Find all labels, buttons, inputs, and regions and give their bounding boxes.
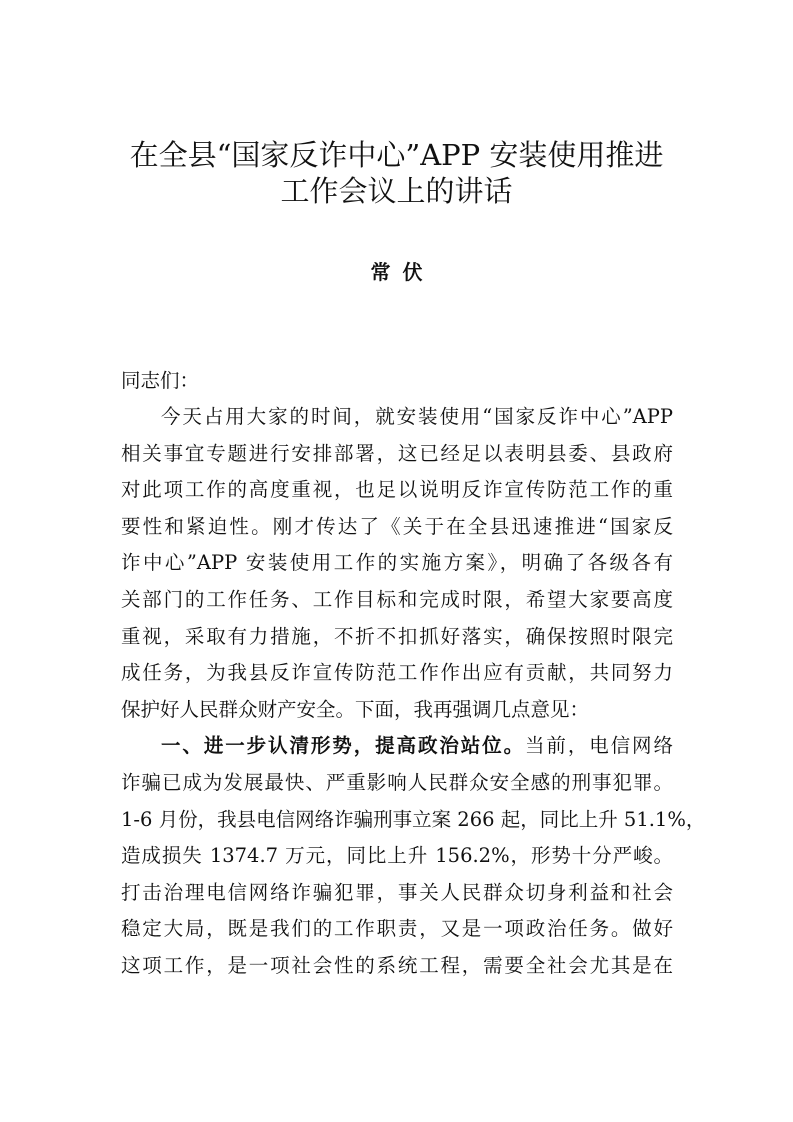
text-line: 打击治理电信网络诈骗犯罪，事关人民群众切身利益和社会 (121, 880, 673, 904)
text-line: 重视，采取有力措施，不折不扣抓好落实，确保按照时限完 (121, 624, 673, 648)
text-line: 诈骗已成为发展最快、严重影响人民群众安全感的刑事犯罪。 (121, 771, 673, 794)
text-line: 今天占用大家的时间，就安装使用“国家反诈中心”APP (161, 405, 673, 428)
text-line: 成任务，为我县反诈宣传防范工作作出应有贡献，共同努力 (121, 661, 673, 685)
text-line: 对此项工作的高度重视，也足以说明反诈宣传防范工作的重 (121, 478, 673, 502)
author-name: 常伏 (370, 260, 435, 284)
text-line: 相关事宜专题进行安排部署，这已经足以表明县委、县政府 (121, 441, 673, 465)
paragraph-2-first-line (161, 733, 673, 759)
text-line: 要性和紧迫性。刚才传达了《关于在全县迅速推进“国家反 (121, 514, 673, 538)
paragraph-2-text: 当前，电信网络 (525, 734, 673, 758)
text-line: 诈中心”APP 安装使用工作的实施方案》，明确了各级各有 (121, 551, 673, 575)
text-line: 这项工作，是一项社会性的系统工程，需要全社会尤其是在 (121, 954, 673, 977)
text-line: 保护好人民群众财产安全。下面，我再强调几点意见： (121, 697, 590, 721)
text-line: 造成损失 1374.7 万元，同比上升 156.2%，形势十分严峻。 (121, 844, 673, 868)
text-line: 1-6 月份，我县电信网络诈骗刑事立案 266 起，同比上升 51.1%， (121, 807, 706, 831)
text-line: 稳定大局，既是我们的工作职责，又是一项政治任务。做好 (121, 917, 673, 941)
text-line: 关部门的工作任务、工作目标和完成时限，希望大家要高度 (121, 588, 673, 611)
greeting: 同志们： (121, 369, 200, 392)
document-title-line-2: 工作会议上的讲话 (280, 174, 513, 208)
document-title-line-1: 在全县“国家反诈中心”APP 安装使用推进 (129, 138, 664, 172)
section-heading: 一、进一步认清形势，提高政治站位。 (161, 734, 525, 758)
